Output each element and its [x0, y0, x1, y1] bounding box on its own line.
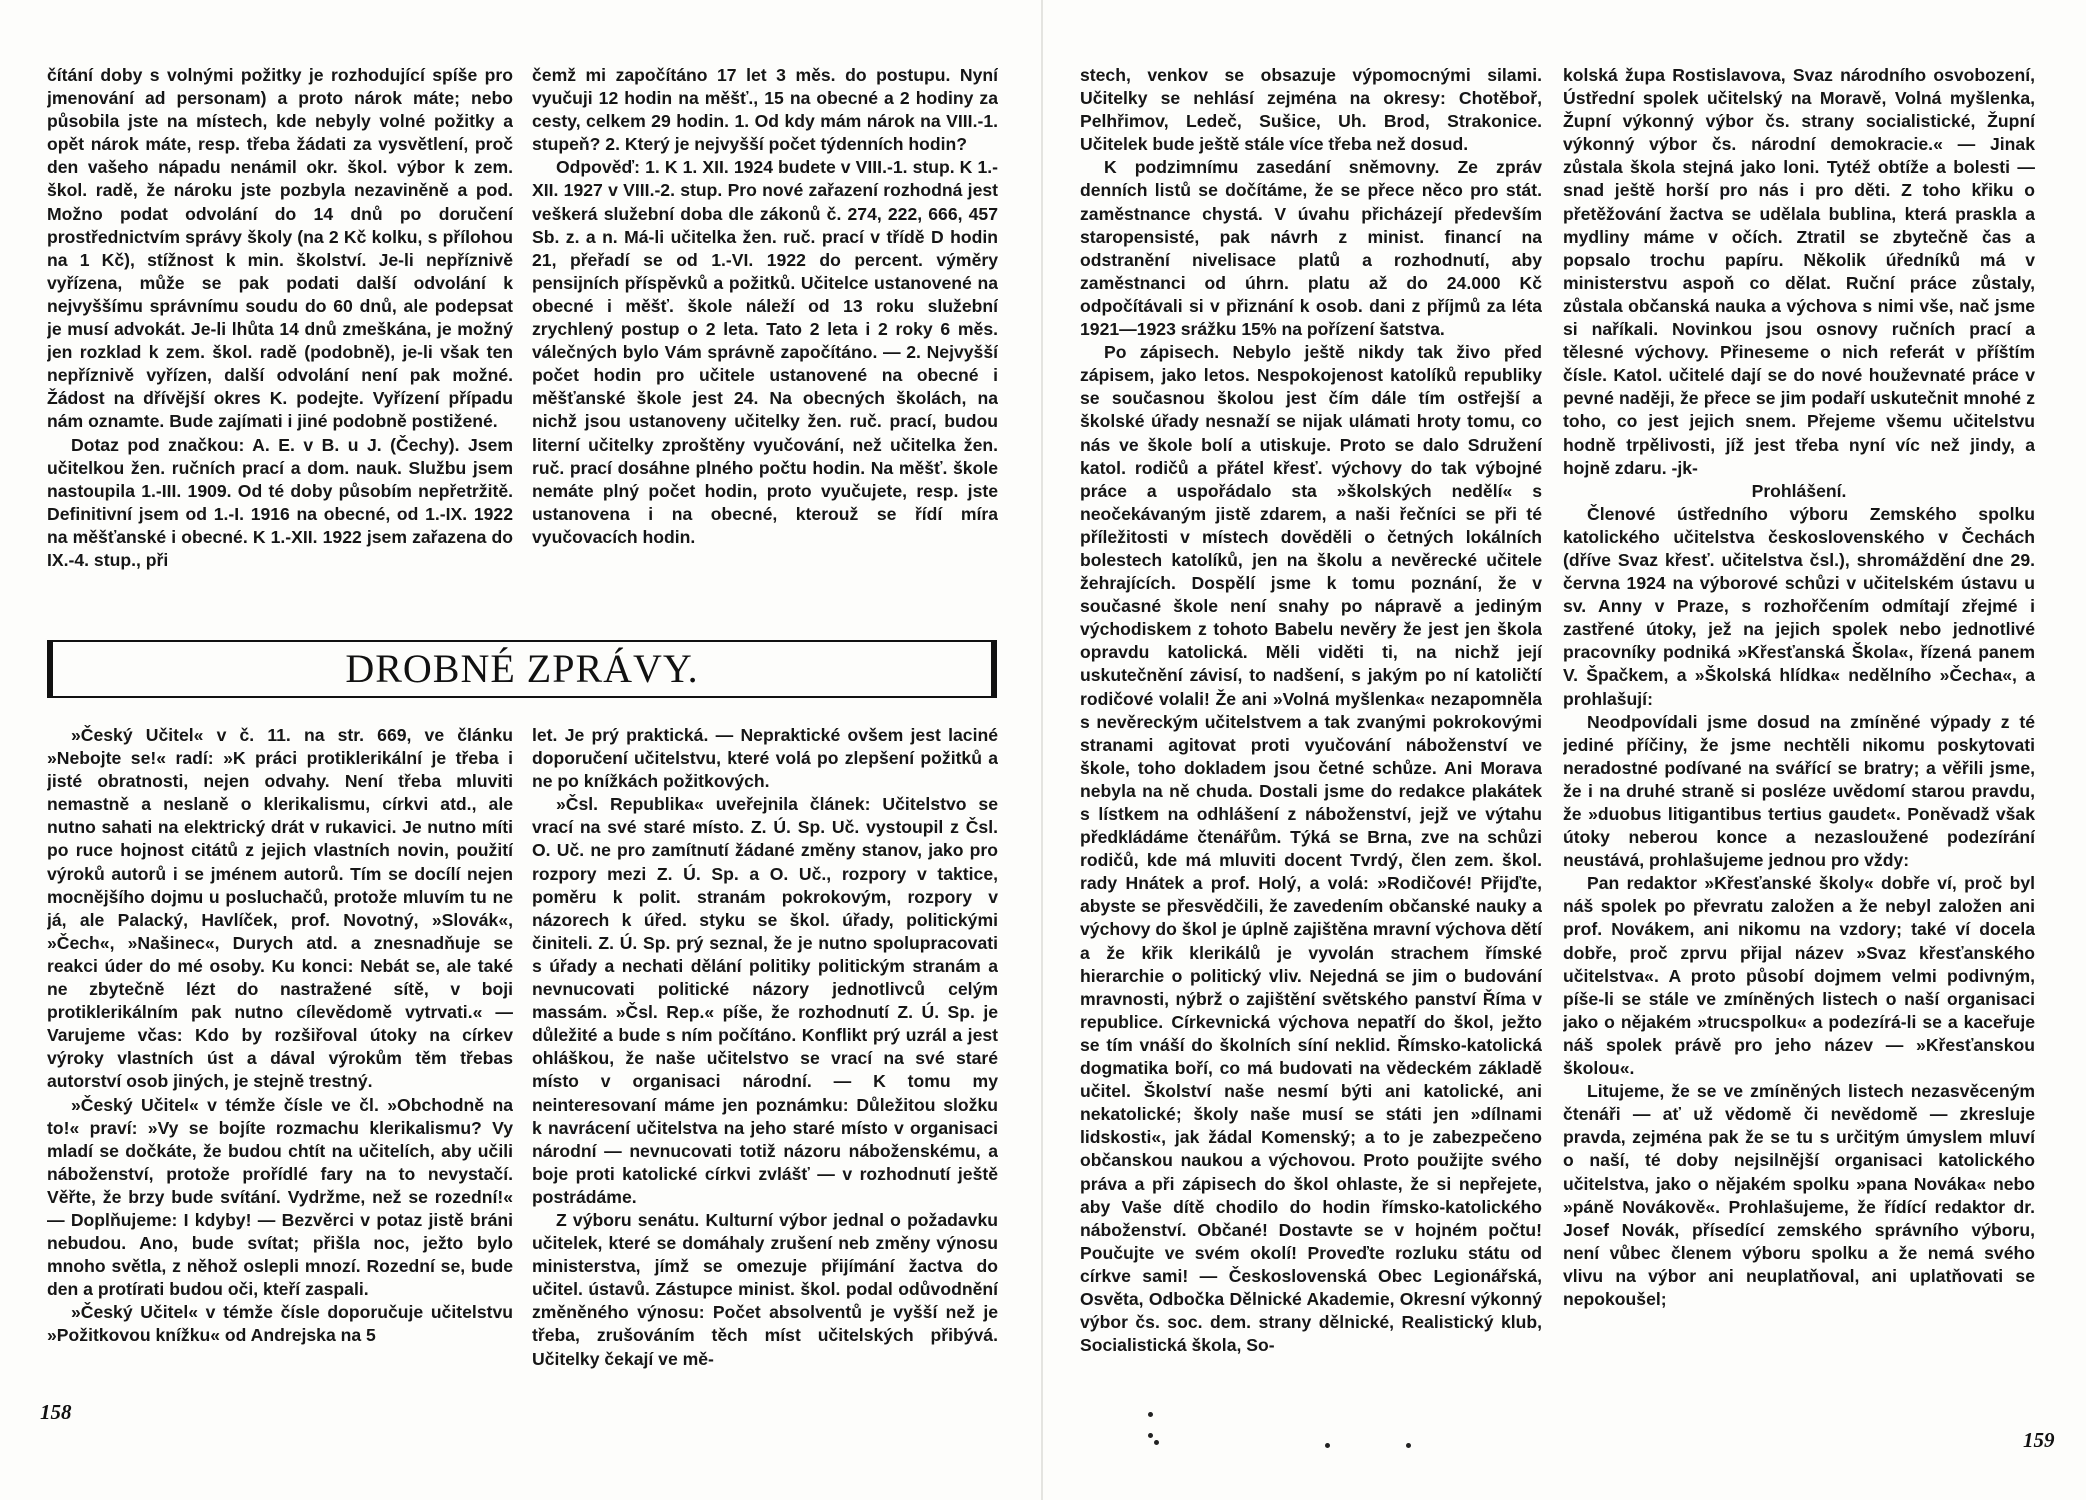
paragraph: K podzimnímu zasedání sněmovny. Ze zpráv denních listů se dočítáme, že se přece něco pro stát. zaměstnance chystá. V úvahu přicházejí především staropensisté, pak návrh z minist. financí na odstranění nivelisace platů a rozhodnutí, aby zaměstnanci od úhrn. platu až do 24.000 Kč odpočítávali si v přiznání k osob. dani z příjmů za léta 1921—1923 srážku 15% na pořízení šatstva.: [1080, 157, 1542, 340]
paragraph: Členové ústředního výboru Zemského spolku katolického učitelstva československého v Čechách (dříve Svaz křesť. učitelstva čsl.), shromáždění dne 29. června 1924 na výborové schůzi v učitelském ústavu u sv. Anny v Praze, s rozhořčením odmítají zřejmé i zastřené útoky, jež na jejich spolek nebo jednotlivé pracovníky podniká »Křesťanská Škola«, řízená panem V. Špačkem, a »Školská hlídka« nedělního »Čecha«, a prohlašují:: [1563, 503, 2035, 709]
paragraph: čemž mi započítáno 17 let 3 měs. do postupu. Nyní vyučuji 12 hodin na měšť., 15 na obecné a 2 hodiny za cesty, celkem 29 hodin. 1. Od kdy mám nárok na VIII.-1. stupeň? 2. Který je nejvyšší počet týdenních hodin?: [532, 65, 998, 155]
paragraph: »Český Učitel« v témže čísle ve čl. »Obchodně na to!« praví: »Vy se bojíte rozmachu klerikalismu? Vy mladí se dočkáte, že budou chtít na učitelích, aby učili náboženství, protože prořídlé fary na to nevystačí. Věřte, že brzy bude svítání. Vydržme, než se rozední!« — Doplňujeme: I kdyby! — Bezvěrci v potaz jistě bráni nebudou. Ano, bude svítat; přišla noc, ježto bylo mnoho světla, z něhož oslepli mnozí. Rozední se, bude den a protírati budou oči, kteří zaspali.: [47, 1094, 513, 1300]
paragraph: stech, venkov se obsazuje výpomocnými silami. Učitelky se nehlásí zejména na okresy: Chotěboř, Pelhřimov, Ledeč, Sušice, Uh. Brod, Strakonice. Učitelek bude ještě stále více třeba než dosud.: [1080, 65, 1542, 155]
paragraph: »Český Učitel« v témže čísle doporučuje učitelstvu »Požitkovou knížku« od Andrejska na 5: [47, 1302, 513, 1346]
paragraph: let. Je prý praktická. — Nepraktické ovšem jest laciné doporučení učitelstvu, které volá po zlepšení požitků a ne po knížkách požitkových.: [532, 725, 998, 792]
paragraph: Odpověď: 1. K 1. XII. 1924 budete v VIII.-1. stup. K 1.-XII. 1927 v VIII.-2. stup. Pro nové zařazení rozhodná jest veškerá služební doba dle zákonů č. 274, 222, 666, 457 Sb. z. a n. Má-li učitelka žen. ruč. prací v třídě D hodin 21, přeřadí se od 1.-VI. 1922 do percent. výměry pensijních příspěvků a požitků. Učitelce ustanovené na obecné i měšť. škole náleží od 13 roku služební zrychlený postup o 2 leta. Tato 2 leta i 2 roky 6 měs. válečných bylo Vám správně započítáno. — 2. Nejvyšší počet hodin pro učitele ustanovené na obecné i měšťanské škole jest 24. Na obecných školách, na nichž jsou ustanoveny učitelky žen. ruč. prací, budou literní učitelky zproštěny vyučování, než učitelka žen. ruč. prací dosáhne plného počtu hodin. Na měšť. škole nemáte plný počet hodin, proto vyučujete, resp. jste ustanovena i na obecné, kterouž se řídí míra vyučovacích hodin.: [532, 157, 998, 547]
paragraph: Neodpovídali jsme dosud na zmíněné výpady z té jediné příčiny, že jsme nechtěli nikomu poskytovati neradostné podívané na svářící se bratry; a věřili jsme, že i na druhé straně si posléze uvědomí starou pravdu, že »duobus litigantibus tertius gaudet«. Poněvadž však útoky neberou konce a nezasloužené podezírání neustává, prohlašujeme jednou pro vždy:: [1563, 711, 2035, 871]
print-speck: [1325, 1443, 1330, 1448]
right-column-1: [1080, 64, 1542, 1404]
page-number-left: 158: [40, 1400, 72, 1424]
right-page: [1043, 0, 2086, 1500]
section-title-box: [47, 640, 997, 698]
paragraph: »Čsl. Republika« uveřejnila článek: Učitelstvo se vrací na své staré místo. Z. Ú. Sp. Uč. vystoupil z Čsl. O. Uč. ne pro zamítnutí žádané změny stanov, jako pro rozpory mezi Z. Ú. Sp. a O. Uč., rozpory v taktice, poměru k polit. stranám pokrokovým, rozpory v názorech k úřed. styku se škol. úřady, politickými činiteli. Z. Ú. Sp. prý seznal, že je nutno spolupracovati s úřady a nechati dělání politiky politickým stranám a nevnucovati politické názory jednotlivců celým massám. »Čsl. Rep.« píše, že rozhodnutí Z. Ú. Sp. je důležité a bude s ním počítáno. Konflikt prý uzrál a jest ohláškou, že naše učitelstvo se vrací na své staré místo v organisaci národní. — K tomu my neinteresovaní máme jen poznámku: Důležitou složku k navrácení učitelstva na jeho staré místo v organisaci národní — nevnucovati totiž názoru náboženskému, a boje proti katolické církvi zvlášť — v rozhodnutí ještě postrádáme.: [532, 794, 998, 1207]
paragraph: Z výboru senátu. Kulturní výbor jednal o požadavku učitelek, které se domáhaly zrušení neb změny výnosu ministerstva, jímž se omezuje přijímání žactva do učitel. ústavů. Zástupce minist. škol. podal odůvodnění změněného výnosu: Počet absolventů je vyšší než je třeba, zrušováním těch míst učitelských přibývá. Učitelky čekají ve mě-: [532, 1209, 998, 1369]
section-title: DROBNÉ ZPRÁVY.: [345, 646, 699, 691]
paragraph: Pan redaktor »Křesťanské školy« dobře ví, proč byl náš spolek po převratu založen a že nebyl založen ani prof. Novákem, ani nikomu na vzdory; také ví docela dobře, proč zprvu přijal název »Svaz křesťanského učitelstva«. A proto působí dojmem velmi podivným, píše-li se stále ve zmíněných listech o naší organisaci jako o nějakém »trucspolku« a podezírá-li se a kaceřuje náš spolek právě pro jeho název — »Křesťanskou školou«.: [1563, 873, 2035, 1079]
print-speck: [1406, 1443, 1411, 1448]
declaration-heading: Prohlášení.: [1751, 480, 1847, 501]
print-speck: [1154, 1440, 1159, 1445]
print-speck: [1148, 1433, 1153, 1438]
paragraph: Litujeme, že se ve zmíněných listech nezasvěceným čtenáři — ať už vědomě či nevědomě — zkresluje pravda, zejména pak že se tu s určitým úmyslem mluví o naší, té doby nejsilnější organisaci katolického učitelstva, jako o nějakém spolku »pana Nováka« nebo »páně Novákově«. Prohlašujeme, že řídící redaktor dr. Josef Novák, přísedící zemského správního výboru, není vůbec členem výboru spolku a že nemá svého vlivu na výbor ani neuplatňoval, ani uplatňovati se nepokoušel;: [1563, 1081, 2035, 1309]
page-number-right: 159: [2023, 1428, 2055, 1452]
left-top-column-1: [47, 64, 513, 616]
left-top-column-2: [532, 64, 998, 616]
left-bottom-column-1: [47, 724, 513, 1390]
paragraph: čítání doby s volnými požitky je rozhodující spíše pro jmenování ad personam) a proto nárok máte; nebo působila jste na místech, kde nebyly volné požitky a opět nárok máte, resp. třeba žádati za vysvětlení, proč den vašeho nápadu nenámil okr. škol. výbor k zem. škol. radě, že nároku jste pozbyla nezaviněně a pod. Možno podat odvolání do 14 dnů po doručení prostřednictvím správy školy (na 2 Kč kolku, s přílohou na 1 Kč), stížnost k min. školství. Je-li nepříznivě vyřízena, může se pak podati další odvolání k nejvyššímu správnímu soudu do 60 dnů, ale podepsat je musí advokát. Je-li lhůta 14 dnů zmeškána, je možný jen rozklad k zem. škol. radě (podobně), je-li však ten nepříznivě vyřízen, další odvolání není pak možné. Žádost na dřívější okres K. podejte. Vyřízení případu nám oznamte. Bude zajímati i jiné podobně postižené.: [47, 65, 513, 432]
paragraph: »Český Učitel« v č. 11. na str. 669, ve článku »Nebojte se!« radí: »K práci protiklerikální je třeba i jisté obratnosti, nejen odvahy. Není třeba mluviti nemastně a neslaně o klerikalismu, církvi atd., ale nutno sahati na elektrický drát v rukavici. Je nutno míti po ruce hojnost citátů z jejich vlastních novin, použití výroků autorů i se jménem autorů. Tím se docílí nejen mocnějšího dojmu u posluchačů, protože mluvím tu ne já, ale Palacký, Havlíček, prof. Novotný, »Slovák«, »Čech«, »Našinec«, Durych atd. a znesnadňuje se reakci úder do mé osoby. Ku konci: Nebát se, ale také ne zbytečně lézt do nastražené sítě, v boji protiklerikálním pak nutno cílevědomě vytrvati.« — Varujeme včas: Kdo by rozšiřoval útoky na církev výroky vlastních úst a dával výrokům těm třebas autorství osob jiných, je stejně trestný.: [47, 725, 513, 1092]
paragraph: Po zápisech. Nebylo ještě nikdy tak živo před zápisem, jako letos. Nespokojenost katolíků republiky se současnou školou jest čím dále tím ostřejší a školské úřady nesnaží se nijak ulámati hroty tomu, co nás ve škole bolí a utiskuje. Proto se dalo Sdružení katol. rodičů a přátel křesť. výchovy do tak výbojné práce a uspořádalo sta »školských nedělí« s neočekávaným jistě zdarem, a naši řečníci se při té příležitosti v místech dověděli o četných lokálních bolestech katolíků, jen na školu a nevěrecké učitele žehrajících. Dospělí jsme k tomu poznání, že v současné škole není snahy po nápravě a jediným východiskem z tohoto Babelu nevěry že jest jen škola opravdu katolická. Měli viděti ti, na nichž její uskutečnění závisí, to nadšení, s jakým po ní katoličtí rodičové volali! Že ani »Volná myšlenka« nezapomněla s nevěreckým učitelstvem a tak zvanými pokrokovými stranami agitovat proti vyučování náboženství ve škole, toho dokladem jsou četné schůze. Ani Morava nebyla na ně chuda. Dostali jsme do redakce plakátek s lístkem na odhlášení z náboženství, jejž ve výtahu předkládáme čtenářům. Týká se Brna, zve na schůzi rodičů, kde má mluviti docent Tvrdý, člen zem. škol. rady Hnátek a prof. Holý, a volá: »Rodičové! Přijďte, abyste se přesvědčili, že zavedením občanské nauky a výchovy do škol je úplně zajištěna mravní výchova dětí a že křik klerikálů je vyvolán strachem římské hierarchie o politický vliv. Nejedná se jim o budování mravnosti, nýbrž o zajištění světského panství Říma v republice. Církevnická výchova nepatří do škol, ježto se tím vnáší do školních síní neklid. Římsko-katolická dogmatika boří, co má budovati na vědeckém základě učitel. Školství naše nesmí býti ani katolické, ani nekatolické; školy naše musí se státi jen »dílnami lidskosti«, jak žádal Komenský; a to je zabezpečeno občanskou naukou a výchovou. Proto použijte svého práva a při zápisech do škol ohlaste, že si nepřejete, aby Vaše dítě chodilo do hodin římsko-katolického náboženství. Občané! Dostavte se v hojném počtu! Poučujte ve svém okolí! Proveďte rozluku státu od církve sami! — Československá Obec Legionářská, Osvěta, Odbočka Dělnické Akademie, Okresní výkonný výbor čs. soc. dem. strany dělnické, Realistický klub, Socialistická škola, So-: [1080, 342, 1542, 1356]
right-column-2: [1563, 64, 2035, 1404]
paragraph: kolská župa Rostislavova, Svaz národního osvobození, Ústřední spolek učitelský na Moravě, Volná myšlenka, Župní výkonný výbor čs. strany socialistické, Župní výkonný výbor čs. národní demokracie.« — Jinak zůstala škola stejná jako loni. Tytéž obtíže a bolesti — snad ještě horší pro nás i pro děti. Z toho křiku o přetěžování žactva se udělala bublina, která praskla a mydliny máme v očích. Ztratil se zbytečně čas a popsalo trochu papíru. Několik úředníků má v ministerstvu aspoň co dělat. Ruční práce zůstaly, zůstala občanská nauka a výchova s nimi vše, nač jsme si naříkali. Novinkou jsou osnovy ručních prací a tělesné výchovy. Přineseme o nich referát v příštím čísle. Katol. učitelé dají se do nové houževnaté práce v pevné naději, že přece se jim podaří uskutečnit mnohé z toho, co jest jejich snem. Přejeme všemu učitelstvu hodně trpělivosti, jíž jest třeba nyní víc než jindy, a hojně zdaru. -jk-: [1563, 65, 2035, 478]
print-speck: [1148, 1412, 1153, 1417]
left-bottom-column-2: [532, 724, 998, 1390]
paragraph: Dotaz pod značkou: A. E. v B. u J. (Čechy). Jsem učitelkou žen. ručních prací a dom. nauk. Službu jsem nastoupila 1.-III. 1909. Od té doby působím nepřetržitě. Definitivní jsem od 1.-I. 1916 na obecné, od 1.-IX. 1922 na měšťanské i obecné. K 1.-XII. 1922 jsem zařazena do IX.-4. stup., při: [47, 434, 513, 570]
